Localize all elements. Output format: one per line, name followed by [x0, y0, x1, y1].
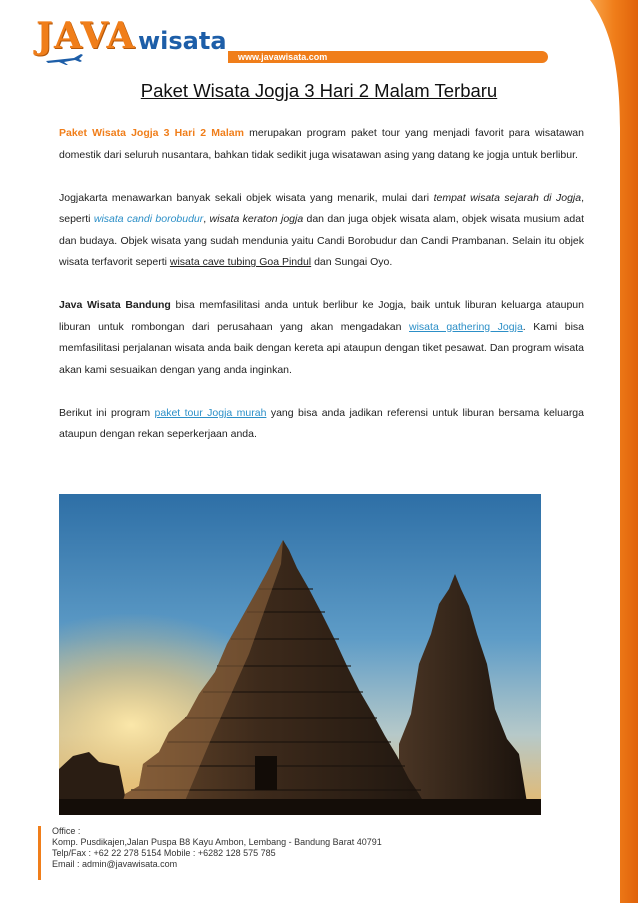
temple-illustration [59, 494, 541, 815]
services-text-1: bisa memfasilitasi anda untuk berlibur ke Jogja, baik untuk liburan keluarga ataupun liburan untuk rombongan dari perusahaan yang akan mengadakan [59, 299, 584, 333]
attractions-text-4: dan dan juga objek wisata alam, objek wisata musium adat dan budaya. Objek wisata yang sudah mendunia yaitu Candi Borobudur dan Candi Prambanan. Selain itu objek wisata terfavorit seperti [59, 213, 584, 268]
tempat-wisata-sejarah-text: tempat wisata sejarah di Jogja [433, 191, 582, 204]
attractions-text-3: , [203, 213, 210, 225]
program-text-2: yang bisa anda jadikan referensi untuk liburan bersama keluarga ataupun dengan rekan seperkerjaan anda. [59, 406, 584, 440]
footer-email[interactable]: Email : admin@javawisata.com [52, 859, 178, 869]
attractions-text-2: , seperti [59, 191, 584, 225]
attractions-text-5: dan Sungai Oyo. [311, 256, 393, 268]
borobudur-link[interactable]: wisata candi borobudur [93, 213, 204, 225]
paragraph-attractions [59, 188, 584, 274]
intro-text: merupakan program paket tour yang menjadi favorit para wisatawan domestik dari seluruh nusantara, bahkan tidak sedikit juga wisatawan asing yang datang ke jogja untuk berlibur. [59, 127, 584, 161]
goa-pindul-link[interactable]: wisata cave tubing Goa Pindul [169, 256, 312, 268]
footer-address: Komp. Pusdikajen,Jalan Puspa B8 Kayu Ambon, Lembang - Bandung Barat 40791 [52, 837, 382, 847]
orange-swoosh-decoration [590, 0, 638, 903]
attractions-text-1: Jogjakarta menawarkan banyak sekali objek wisata yang menarik, mulai dari [59, 191, 434, 204]
airplane-icon [44, 52, 84, 66]
paragraph-program [59, 403, 584, 446]
keraton-text: wisata keraton jogja [209, 213, 304, 225]
services-text-2: . Kami bisa memfasilitasi perjalanan wisata anda baik dengan kereta api ataupun dengan tiket pesawat. Dan program wisata akan kami sesuaikan dengan yang anda inginkan. [59, 320, 584, 376]
program-text-1: Berikut ini program [59, 406, 155, 419]
website-url[interactable]: www.javawisata.com [238, 52, 328, 62]
paket-tour-jogja-link[interactable]: paket tour Jogja murah [154, 406, 267, 419]
footer-office-label: Office : [52, 826, 81, 836]
gathering-jogja-link[interactable]: wisata gathering Jogja [409, 320, 523, 333]
intro-highlight-link[interactable]: Paket Wisata Jogja 3 Hari 2 Malam [59, 127, 244, 139]
article-body [59, 123, 584, 467]
footer-contact [52, 826, 492, 870]
paragraph-services [59, 295, 584, 381]
javawisata-logo[interactable] [36, 14, 236, 66]
footer-accent-bar [38, 826, 41, 880]
paragraph-intro [59, 123, 584, 166]
footer-phone: Telp/Fax : +62 22 278 5154 Mobile : +6282 128 575 785 [52, 848, 276, 858]
java-wisata-bandung-text: Java Wisata Bandung [59, 299, 171, 311]
page-title: Paket Wisata Jogja 3 Hari 2 Malam Terbaru [140, 80, 498, 101]
logo-java-text: JAVA [36, 15, 136, 57]
prambanan-temple-photo [59, 494, 541, 815]
website-url-bar [228, 51, 548, 63]
logo-wisata-text: wisata [138, 27, 227, 55]
